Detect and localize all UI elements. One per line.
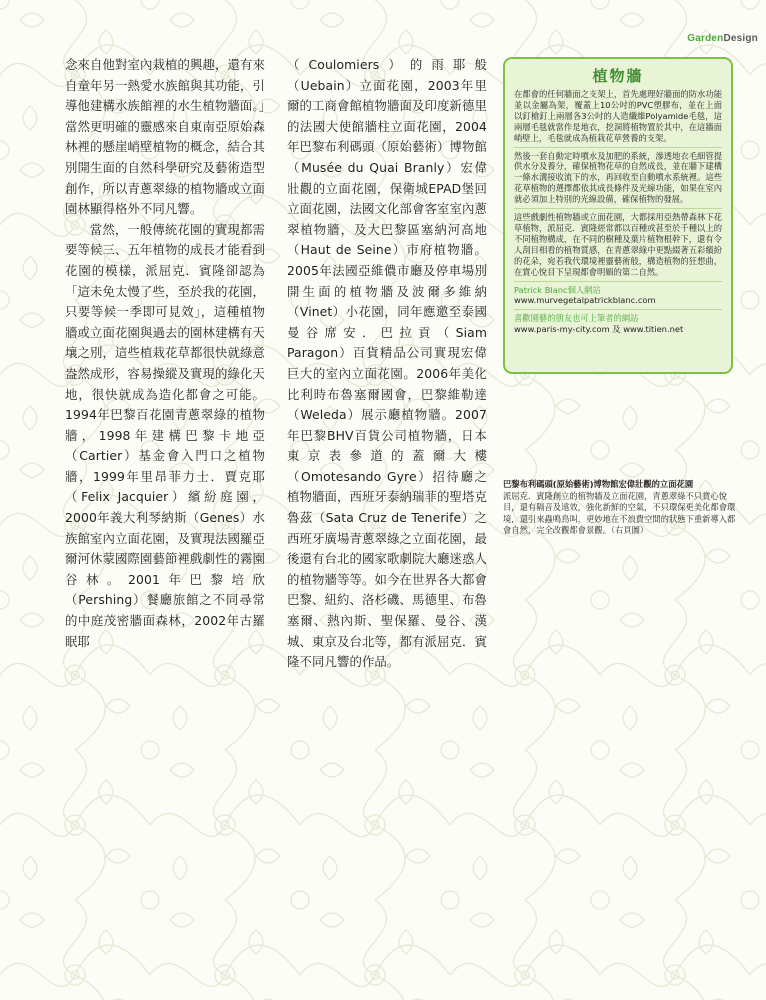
sidebar-divider <box>514 147 722 148</box>
magazine-brand <box>687 33 758 44</box>
article-column-2 <box>287 55 487 673</box>
article-paragraph: （Coulomiers）的雨耶般（Uebain）立面花園，2003年里爾的工商會館植物牆面及印度新德里的法國大使館牆柱立面花園，2004年巴黎布利碼頭（原始藝術）博物館（Musée du Quai Branly）宏偉壯觀的立面花園，保衛城EPAD堡回立面花園，法國文化部會客室室內蔥翠植物牆，及大巴黎區塞納河高地（Haut de Seine）市府植物牆。2005年法國亞維儂市廳及停車場別開生面的植物牆及波爾多維納（Vinet）小花園，同年應邀至泰國曼谷席安．巴拉貢（Siam Paragon）百貨精品公司實現宏偉巨大的室內立面花園。2006年美化比利時布魯塞爾國會，巴黎維勒達（Weleda）展示廳植物牆。2007年巴黎BHV百貨公司植物牆，日本東京表參道的蓋爾大樓（Omotesando Gyre）招待廳之植物牆面，西班牙泰納瑞菲的聖塔克魯茲（Sata Cruz de Tenerife）之西班牙廣場青蔥翠綠之立面花園，最後還有台北的國家歌劇院大廳迷惑人的植物牆等等。如今在世界各大都會巴黎、紐約、洛杉磯、馬德里、布魯塞爾、熱內斯、聖保羅、曼谷、漢城、東京及台北等，都有派屈克．賓隆不同凡響的作品。 <box>287 57 487 670</box>
author-website-link[interactable]: www.paris-my-city.com 及 www.titien.net <box>514 324 684 335</box>
sidebar-divider <box>514 281 722 282</box>
caption-body: 派屈克．賓隆創立的植物牆及立面花園，青蔥翠綠不只賞心悅目，還有隔音及遠效，強化新鮮的空氣，不只環保更美化都會環境，還引來蟲鳴鳥叫，更妙地在不浪費空間的狀態下重新導入都會自然，完全改觀都會景觀。（右頁圖） <box>503 490 736 536</box>
sidebar-paragraph: 在都會的任何牆面之支架上，首先處理好牆面的防水功能並以金屬為架，覆蓋上10公吋的PVC塑膠布，並在上面以釘槍釘上兩層各3公吋的人造纖維Polyamide毛毯，這兩層毛毯就當作是地衣，挖洞將植物置於其中，在這牆面峭壁上，毛毯就成為植栽花草營養的支架。 <box>514 89 722 143</box>
sidebar-link-label: Patrick Blanc個人網站 <box>514 284 601 295</box>
brand-garden: Garden <box>687 33 724 44</box>
article-paragraph: 念來自他對室內栽植的興趣，還有來自童年另一熱愛水族館與其功能，引導他建構水族館裡的水生植物牆面。」當然更明確的靈感來自東南亞原始森林裡的懸崖峭壁植物的概念，結合其別開生面的自然科學研究及藝術造型創作，所以青蔥翠綠的植物牆或立面園林顯得格外不同凡響。 <box>65 57 265 217</box>
brand-design: Design <box>723 33 758 44</box>
photo-caption <box>503 479 741 537</box>
caption-title: 巴黎布利碼頭(原始藝術)博物館宏偉壯觀的立面花園 <box>503 479 694 489</box>
sidebar-paragraph: 這些戲劇性植物牆或立面花園，大都採用亞熱帶森林下花草植物，派屈克．賓隆經常都以百種或甚至於千種以上的不同植物構成，在不同的樹種及葉片植物根幹下，還有令人刮目相看的植物質感，在青蔥翠綠中更點綴著五彩繽紛的花朵，宛若我代環境裡靈藝術般，構造植物的狂想曲，在賞心悅目下呈現都會明媚的第二自然。 <box>514 212 722 277</box>
sidebar-divider <box>514 309 722 310</box>
article-paragraph: 當然，一般傳統花園的實現都需要等候三、五年植物的成長才能看到花園的模樣，派屈克．賓隆卻認為「這未免太慢了些，至於我的花園，只要等候一季即可見效」，這種植物牆或立面花園與過去的園林建構有天壤之別，這些植栽花草都很快就綠意盎然成形，容易操縱及實現的綠化天地，很快就成為造化都會之可能。1994年巴黎百花園青蔥翠綠的植物牆，1998年建構巴黎卡地亞（Cartier）基金會入門口之植物牆，1999年里昂菲力士．賈克耶（Felix Jacquier）繽紛庭園，2000年義大利琴納斯（Genes）水族館室內立面花園，及實現法國羅亞爾河休蒙國際園藝節裡戲劇性的霧園谷林。2001年巴黎培欣（Pershing）餐廳旅館之不同尋常的中庭茂密牆面森林，2002年古羅眠耶 <box>65 221 265 649</box>
article-column-1 <box>65 55 265 652</box>
sidebar-divider <box>514 208 722 209</box>
plant-wall-sidebar <box>503 57 733 374</box>
sidebar-paragraph: 然後一套自動定時噴水及加肥的系統，滲透地衣毛細管提供水分及養分，確保植物花草的自然成長，並在牆下建構一條水溝接收流下的水，再回收至自動噴水系統裡。這些花草植物的選擇都依其成長條件及光線功能，如果在室內就必須加上特別的光線設備，確保植物的發展。 <box>514 150 722 205</box>
patrick-blanc-website-link[interactable]: www.murvegetalpatrickblanc.com <box>514 295 656 306</box>
sidebar-title: 植物牆 <box>592 67 644 85</box>
sidebar-link-label: 喜歡園藝的朋友也可上筆者的網站 <box>514 313 639 324</box>
